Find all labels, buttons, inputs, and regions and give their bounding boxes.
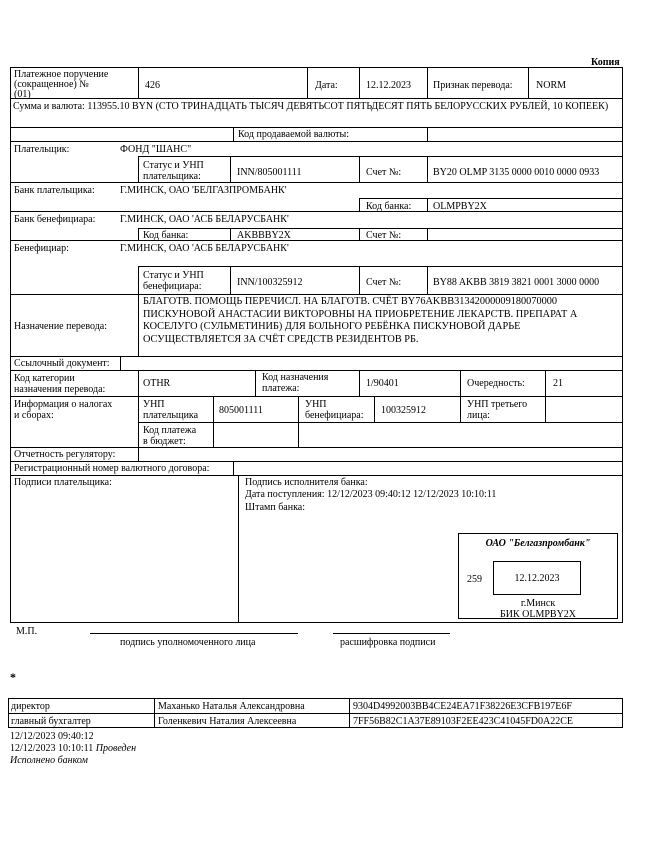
signer-hash: 7FF56B82C1A37E89103F2EE423C41045FD0A22CE — [353, 716, 574, 727]
order-number: 426 — [145, 80, 160, 91]
contract-label: Регистрационный номер валютного договора: — [14, 463, 210, 474]
beneficiary-bank-code: AKBBBY2X — [237, 230, 291, 241]
priority: 21 — [553, 378, 563, 389]
beneficiary-name: Г.МИНСК, ОАО 'АСБ БЕЛАРУСБАНК' — [120, 243, 289, 254]
purpose-code: 1/90401 — [366, 378, 399, 389]
asterisk-mark: * — [10, 670, 16, 684]
category-value: OTHR — [143, 378, 171, 389]
reference-doc-label: Ссылочный документ: — [14, 358, 110, 369]
payer-bank-name: Г.МИНСК, ОАО 'БЕЛГАЗПРОМБАНК' — [120, 185, 287, 196]
copy-label: Копия — [591, 57, 620, 68]
stamp-date: 12.12.2023 — [514, 573, 560, 584]
date-label: Дата: — [315, 80, 338, 91]
stamp-city: г.Минск — [520, 598, 556, 609]
order-title: Платежное поручение — [14, 69, 109, 80]
stamp-bic: БИК OLMPBY2X — [499, 609, 577, 620]
received-date: Дата поступления: 12/12/2023 09:40:12 12/12/2023 10:10:11 — [245, 489, 497, 500]
payer-bank-code: OLMPBY2X — [433, 201, 487, 212]
payer-account: BY20 OLMP 3135 0000 0010 0000 0933 — [433, 167, 600, 178]
purpose-text: БЛАГОТВ. ПОМОЩЬ ПЕРЕЧИСЛ. НА БЛАГОТВ. СЧЁТ BY76AKBB31342000009180070000 ПИСКУНОВОЙ АНАСТАСИИ ВИКТОРОВНЫ НА ПРИОБРЕТЕНИЕ ЛЕКАРСТВ. ПРЕПАРАТ А КОСЕЛУГО (СУЛЬМЕТИНИБ) ДЛЯ БОЛЬНОГО РЕБЁНКА ПИСКУНОВОЙ ДАРЬЕ ОСУЩЕСТВЛЯЕТСЯ ЗА СЧЁТ СРЕДСТВ РЕЗИДЕНТОВ РБ. — [143, 296, 578, 345]
mp-label: М.П. — [16, 626, 38, 637]
beneficiary-bank-name: Г.МИНСК, ОАО 'АСБ БЕЛАРУСБАНК' — [120, 214, 289, 225]
payer-signatures-label: Подписи плательщика: — [14, 477, 112, 488]
amount-text: Сумма и валюта: 113955.10 BYN (СТО ТРИНАДЦАТЬ ТЫСЯЧ ДЕВЯТЬСОТ ПЯТЬДЕСЯТ ПЯТЬ БЕЛОРУССКИХ РУБЛЕЙ, 10 КОПЕЕК) — [13, 101, 609, 112]
transfer-sign-label: Признак перевода: — [433, 80, 513, 91]
beneficiary-unp: INN/100325912 — [237, 277, 303, 288]
signer-name: Голенкевич Наталия Алексеевна — [158, 716, 297, 727]
signer-role: главный бухгалтер — [11, 716, 91, 727]
stamp-number: 259 — [467, 574, 482, 585]
regulator-label: Отчетность регулятору: — [14, 449, 116, 460]
tax-payer-unp: 805001111 — [219, 405, 263, 416]
payer-bank-row — [10, 182, 623, 212]
signer-hash: 9304D4992003BB4CE24EA71F38226E3CFB197E6F — [353, 701, 572, 712]
log-line-2: 12/12/2023 10:10:11 Проведен — [10, 743, 137, 754]
signer-role: директор — [11, 701, 50, 712]
stamp-bank-name: ОАО "Белгазпромбанк" — [485, 538, 591, 549]
tax-beneficiary-unp: 100325912 — [381, 405, 426, 416]
log-line-1: 12/12/2023 09:40:12 — [10, 731, 94, 742]
signature-decode-line — [333, 633, 450, 634]
payer-name: ФОНД "ШАНС" — [120, 144, 192, 155]
beneficiary-account: BY88 AKBB 3819 3821 0001 3000 0000 — [433, 277, 600, 288]
payer-unp: INN/805001111 — [237, 167, 302, 178]
authorized-signature-line — [90, 633, 298, 634]
beneficiary-bank-row — [10, 211, 623, 241]
transfer-sign: NORM — [536, 80, 567, 91]
log-line-3: Исполнено банком — [10, 755, 88, 766]
signer-name: Маханько Наталья Александровна — [158, 701, 305, 712]
signature-decode-caption: расшифровка подписи — [340, 637, 436, 648]
authorized-signature-caption: подпись уполномоченного лица — [120, 637, 256, 648]
sold-currency-label: Код продаваемой валюты: — [238, 129, 350, 140]
payer-label: Плательщик: — [14, 144, 70, 155]
log-status: Проведен — [95, 743, 137, 754]
order-date: 12.12.2023 — [366, 80, 411, 91]
